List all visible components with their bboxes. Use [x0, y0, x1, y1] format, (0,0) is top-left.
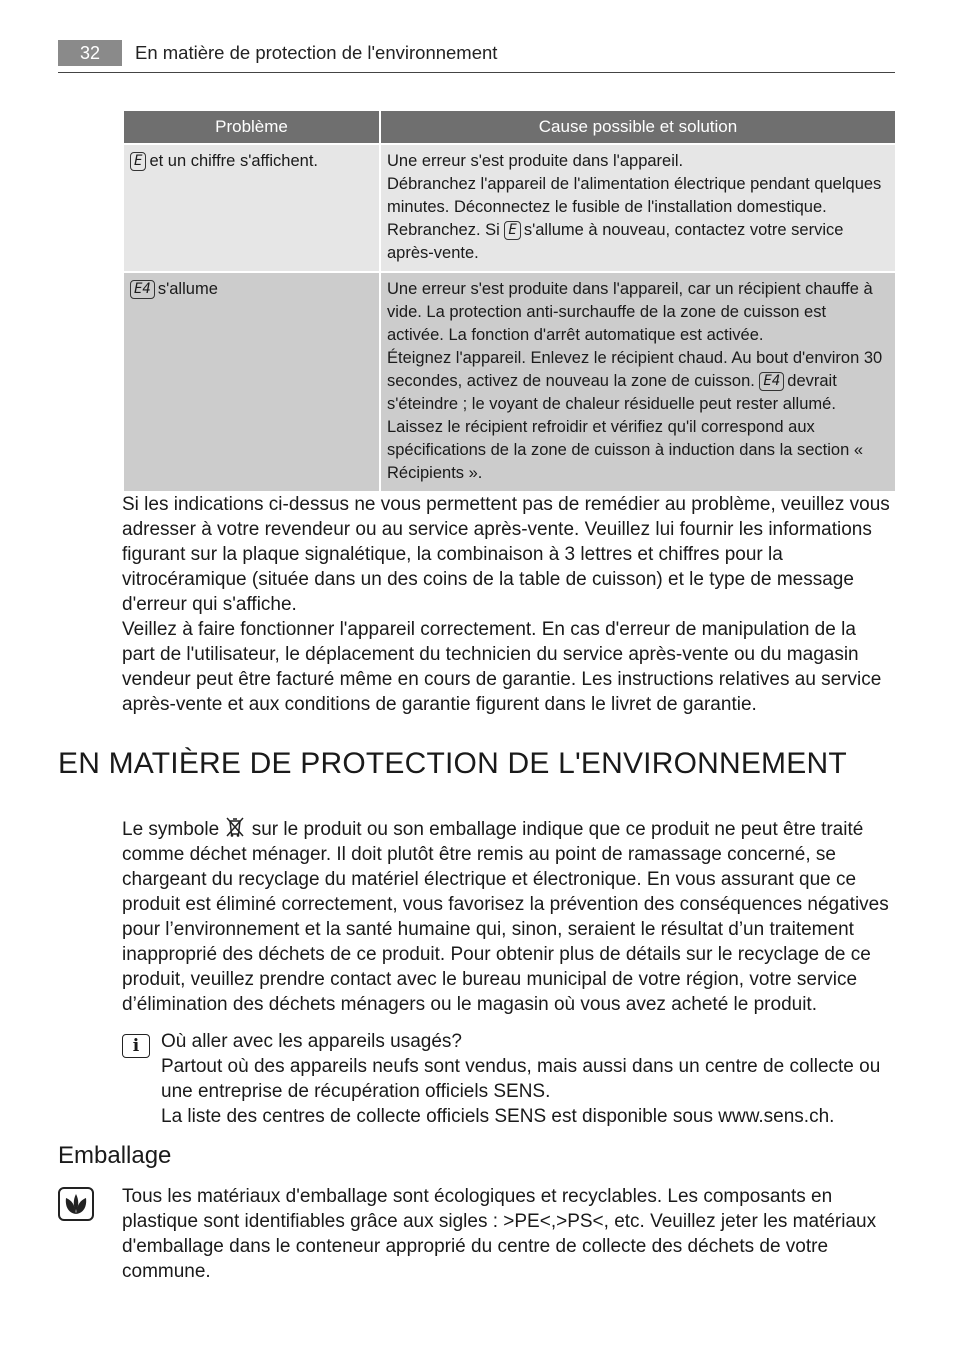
column-header-solution: Cause possible et solution [380, 111, 896, 144]
recycle-leaf-icon [58, 1187, 94, 1221]
info-text: Partout où des appareils neufs sont vendus, mais aussi dans un centre de collecte ou une entreprise de récupération officiels SENS. [161, 1056, 881, 1102]
column-header-problem: Problème [123, 111, 380, 144]
solution-steps [387, 173, 887, 265]
problem-cell [123, 144, 380, 272]
solution-text: s'allume à nouveau, contactez votre service après-vente. [387, 221, 844, 262]
solution-text: Débranchez l'appareil de l'alimentation électrique pendant quelques minutes. Déconnectez le fusible de l'installation domestique. Rebranchez. Si [387, 175, 882, 239]
page-header [58, 38, 895, 73]
subsection-heading: Emballage [58, 1142, 172, 1169]
display-code: E4 [759, 372, 784, 391]
environment-text-start: Le symbole [122, 819, 220, 840]
display-code: E4 [130, 280, 155, 299]
info-icon: i [122, 1034, 150, 1058]
info-note [161, 1029, 891, 1129]
info-text: La liste des centres de collecte officiels SENS est disponible sous www.sens.ch. [161, 1106, 835, 1127]
troubleshooting-table [122, 111, 897, 493]
page-number: 32 [58, 40, 122, 66]
solution-cell [380, 272, 896, 492]
environment-text: sur le produit ou son emballage indique que ce produit ne peut être traité comme déchet ménager. Il doit plutôt être remis au point de ramassage concerné, se chargeant du recyclage du matériel électrique et électronique. En vous assurant que ce produit est éliminé correctement, vous favorisez la prévention des conséquences négatives pour l’environnement et la santé humaine qui, sinon, seraient le résultat d’un traitement inapproprié des déchets de ce produit. Pour obtenir plus de détails sur le recyclage de ce produit, veuillez prendre contact avec le bureau municipal de votre région, votre service d’élimination des déchets ménagers ou le magasin où vous avez acheté le produit. [122, 819, 889, 1015]
section-heading: EN MATIÈRE DE PROTECTION DE L'ENVIRONNEMENT [58, 747, 847, 780]
solution-text: Éteignez l'appareil. Enlevez le récipient chaud. Au bout d'environ 30 secondes, activez de nouveau la zone de cuisson. [387, 349, 883, 390]
solution-cause: Une erreur s'est produite dans l'appareil, car un récipient chauffe à vide. La protection anti-surchauffe de la zone de cuisson est activée. La fonction d'arrêt automatique est activée. [387, 280, 873, 344]
solution-cell [380, 144, 896, 272]
service-paragraph: Si les indications ci-dessus ne vous permettent pas de remédier au problème, veuillez vous adresser à votre revendeur ou au service après-vente. Veuillez lui fournir les informations figurant sur la plaque signalétique, la combinaison à 3 lettres et chiffres pour la vitrocéramique (située dans un des coins de la table de cuisson) et le type de message d'erreur qui s'affiche. [122, 494, 890, 615]
solution-steps [387, 347, 887, 485]
table-row [123, 144, 896, 272]
solution-text: devrait s'éteindre ; le voyant de chaleur résiduelle peut rester allumé. Laissez le récipient refroidir et vérifiez qu'il correspond aux spécifications de la zone de cuisson à induction dans la section « Récipients ». [387, 372, 864, 482]
packaging-paragraph: Tous les matériaux d'emballage sont écologiques et recyclables. Les composants en plastique sont identifiables grâce aux sigles : >PE<,>PS<, etc. Veuillez jeter les matériaux d'emballage dans le conteneur approprié du centre de collecte des déchets de votre commune. [122, 1186, 877, 1282]
running-title: En matière de protection de l'environnement [135, 42, 498, 63]
problem-text: s'allume [157, 280, 218, 298]
environment-paragraph [122, 816, 892, 1017]
crossed-out-bin-icon [226, 816, 244, 838]
display-code: E [504, 221, 520, 240]
problem-cell [123, 272, 380, 492]
display-code: E [130, 152, 146, 171]
table-row [123, 272, 896, 492]
solution-cause: Une erreur s'est produite dans l'appareil. [387, 152, 684, 170]
problem-text: et un chiffre s'affichent. [149, 152, 318, 170]
warranty-paragraph: Veillez à faire fonctionner l'appareil correctement. En cas d'erreur de manipulation de la part de l'utilisateur, le déplacement du technicien du service après-vente ou du magasin vendeur peut être facturé même en cours de garantie. Les instructions relatives au service après-vente et aux conditions de garantie figurent dans le livret de garantie. [122, 619, 882, 715]
info-title: Où aller avec les appareils usagés? [161, 1031, 463, 1052]
